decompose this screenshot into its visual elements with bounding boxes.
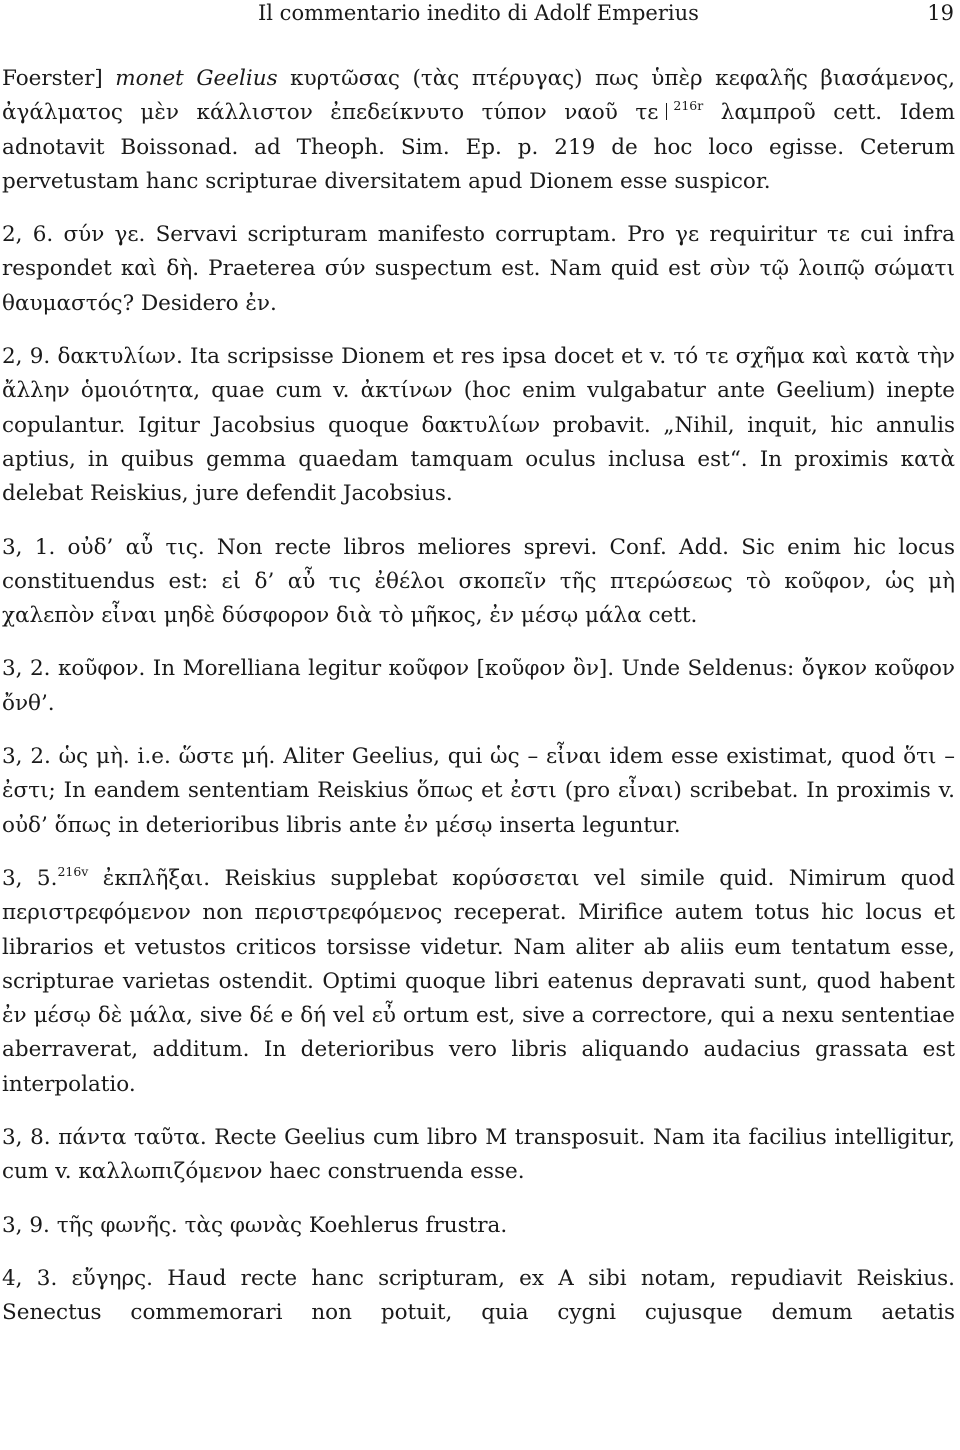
note-text: λαμπροῦ cett. Idem adnotavit Boissonad. ad Theoph. Sim. Ep. p. 219 de hoc loco egisse. Ceterum pervetustam hanc scripturae diversitatem apud Dionem esse suspicor. xyxy=(2,100,955,194)
note-text: 2, 9. δακτυλίων. Ita scripsisse Dionem et res ipsa docet et v. τό τε σχῆμα καὶ κατὰ τὴν ἄλλην ὁμοιότητα, quae cum v. ἀκτίνων (hoc enim vulgabatur ante Geelium) inepte copulantur. Igitur Jacobsius quoque δακτυλίων probavit. „Nihil, inquit, hic annulis aptius, in quibus gemma quaedam tamquam oculus inclusa est“. In proximis κατὰ delebat Reiskius, jure defendit Jacobsius. xyxy=(2,344,955,507)
running-head xyxy=(0,0,960,30)
commentary-note xyxy=(2,862,955,1102)
commentary-note xyxy=(2,652,955,721)
note-text: 3, 5. xyxy=(2,865,58,891)
commentary-note xyxy=(2,531,955,634)
note-text: 2, 6. σύν γε. Servavi scripturam manifesto corruptam. Pro γε requiritur τε cui infra respondet καὶ δὴ. Praeterea σύν suspectum est. Nam quid est σὺν τῷ λοιπῷ σώματι θαυμαστός? Desidero ἐν. xyxy=(2,222,955,316)
folio-marker: 216r xyxy=(673,98,704,114)
commentary-note xyxy=(2,1262,955,1331)
note-text: κυρτῶσας (τὰς πτέρυγας) πως ὑπὲρ κεφαλῆς βιασάμενος, ἀγάλματος μὲν κάλλιστον ἐπεδείκνυτο τύπον ναοῦ τε xyxy=(2,66,955,126)
folio-break-mark xyxy=(666,103,667,120)
running-head-title: Il commentario inedito di Adolf Emperius xyxy=(258,1,699,25)
italic-text: monet Geelius xyxy=(115,66,278,91)
commentary-body xyxy=(2,62,955,1331)
note-text: 3, 9. τῆς φωνῆς. τὰς φωνὰς Koehlerus frustra. xyxy=(2,1212,508,1238)
note-text: 3, 2. κοῦφον. In Morelliana legitur κοῦφον [κοῦφον ὂν]. Unde Seldenus: ὄγκον κοῦφον ὄνθ’. xyxy=(2,656,955,716)
note-text: Foerster] xyxy=(2,66,116,91)
commentary-note xyxy=(2,218,955,321)
commentary-note xyxy=(2,1121,955,1190)
commentary-note xyxy=(2,340,955,511)
commentary-note xyxy=(2,1209,955,1243)
commentary-note xyxy=(2,740,955,843)
note-text: 4, 3. εὔγηρς. Haud recte hanc scripturam, ex A sibi notam, repudiavit Reiskius. Senectus commemorari non potuit, quia cygni cujusque demum aetatis xyxy=(2,1265,955,1326)
note-text: ἐκπλῆξαι. Reiskius supplebat κορύσσεται vel simile quid. Nimirum quod περιστρεφόμενον non περιστρεφόμενος receperat. Mirifice autem totus hic locus et librarios et vetustos criticos torsisse videtur. Nam aliter ab aliis eum tentatum esse, scripturae varietas ostendit. Optimi quoque libri eatenus depravati sunt, quod habent ἐν μέσῳ δὲ μάλα, sive δέ e δή vel εὖ ortum est, sive a correctore, qui a nexu sententiae aberraverat, additum. In deterioribus vero libris aliquando audacius grassata est interpolatio. xyxy=(2,865,955,1097)
note-text: 3, 8. πάντα ταῦτα. Recte Geelius cum libro M transposuit. Nam ita facilius intelligitur, cum v. καλλωπιζόμενον haec construenda esse. xyxy=(2,1125,955,1185)
commentary-note xyxy=(2,62,955,199)
note-text: 3, 2. ὡς μὴ. i.e. ὥστε μή. Aliter Geelius, qui ὡς – εἶναι idem esse existimat, quod ὅτι – ἐστι; In eandem sententiam Reiskius ὅπως et ἐστι (pro εἶναι) scribebat. In proximis v. οὐδ’ ὅπως in deterioribus libris ante ἐν μέσῳ inserta leguntur. xyxy=(2,744,955,838)
page-number: 19 xyxy=(927,1,954,25)
note-text: 3, 1. οὐδ’ αὖ τις. Non recte libros meliores sprevi. Conf. Add. Sic enim hic locus constituendus est: εἰ δ’ αὖ τις ἐθέλοι σκοπεῖν τῆς πτερώσεως τὸ κοῦφον, ὡς μὴ χαλεπὸν εἶναι μηδὲ δύσφορον διὰ τὸ μῆκος, ἐν μέσῳ μάλα cett. xyxy=(2,534,955,629)
folio-marker: 216v xyxy=(57,863,89,879)
